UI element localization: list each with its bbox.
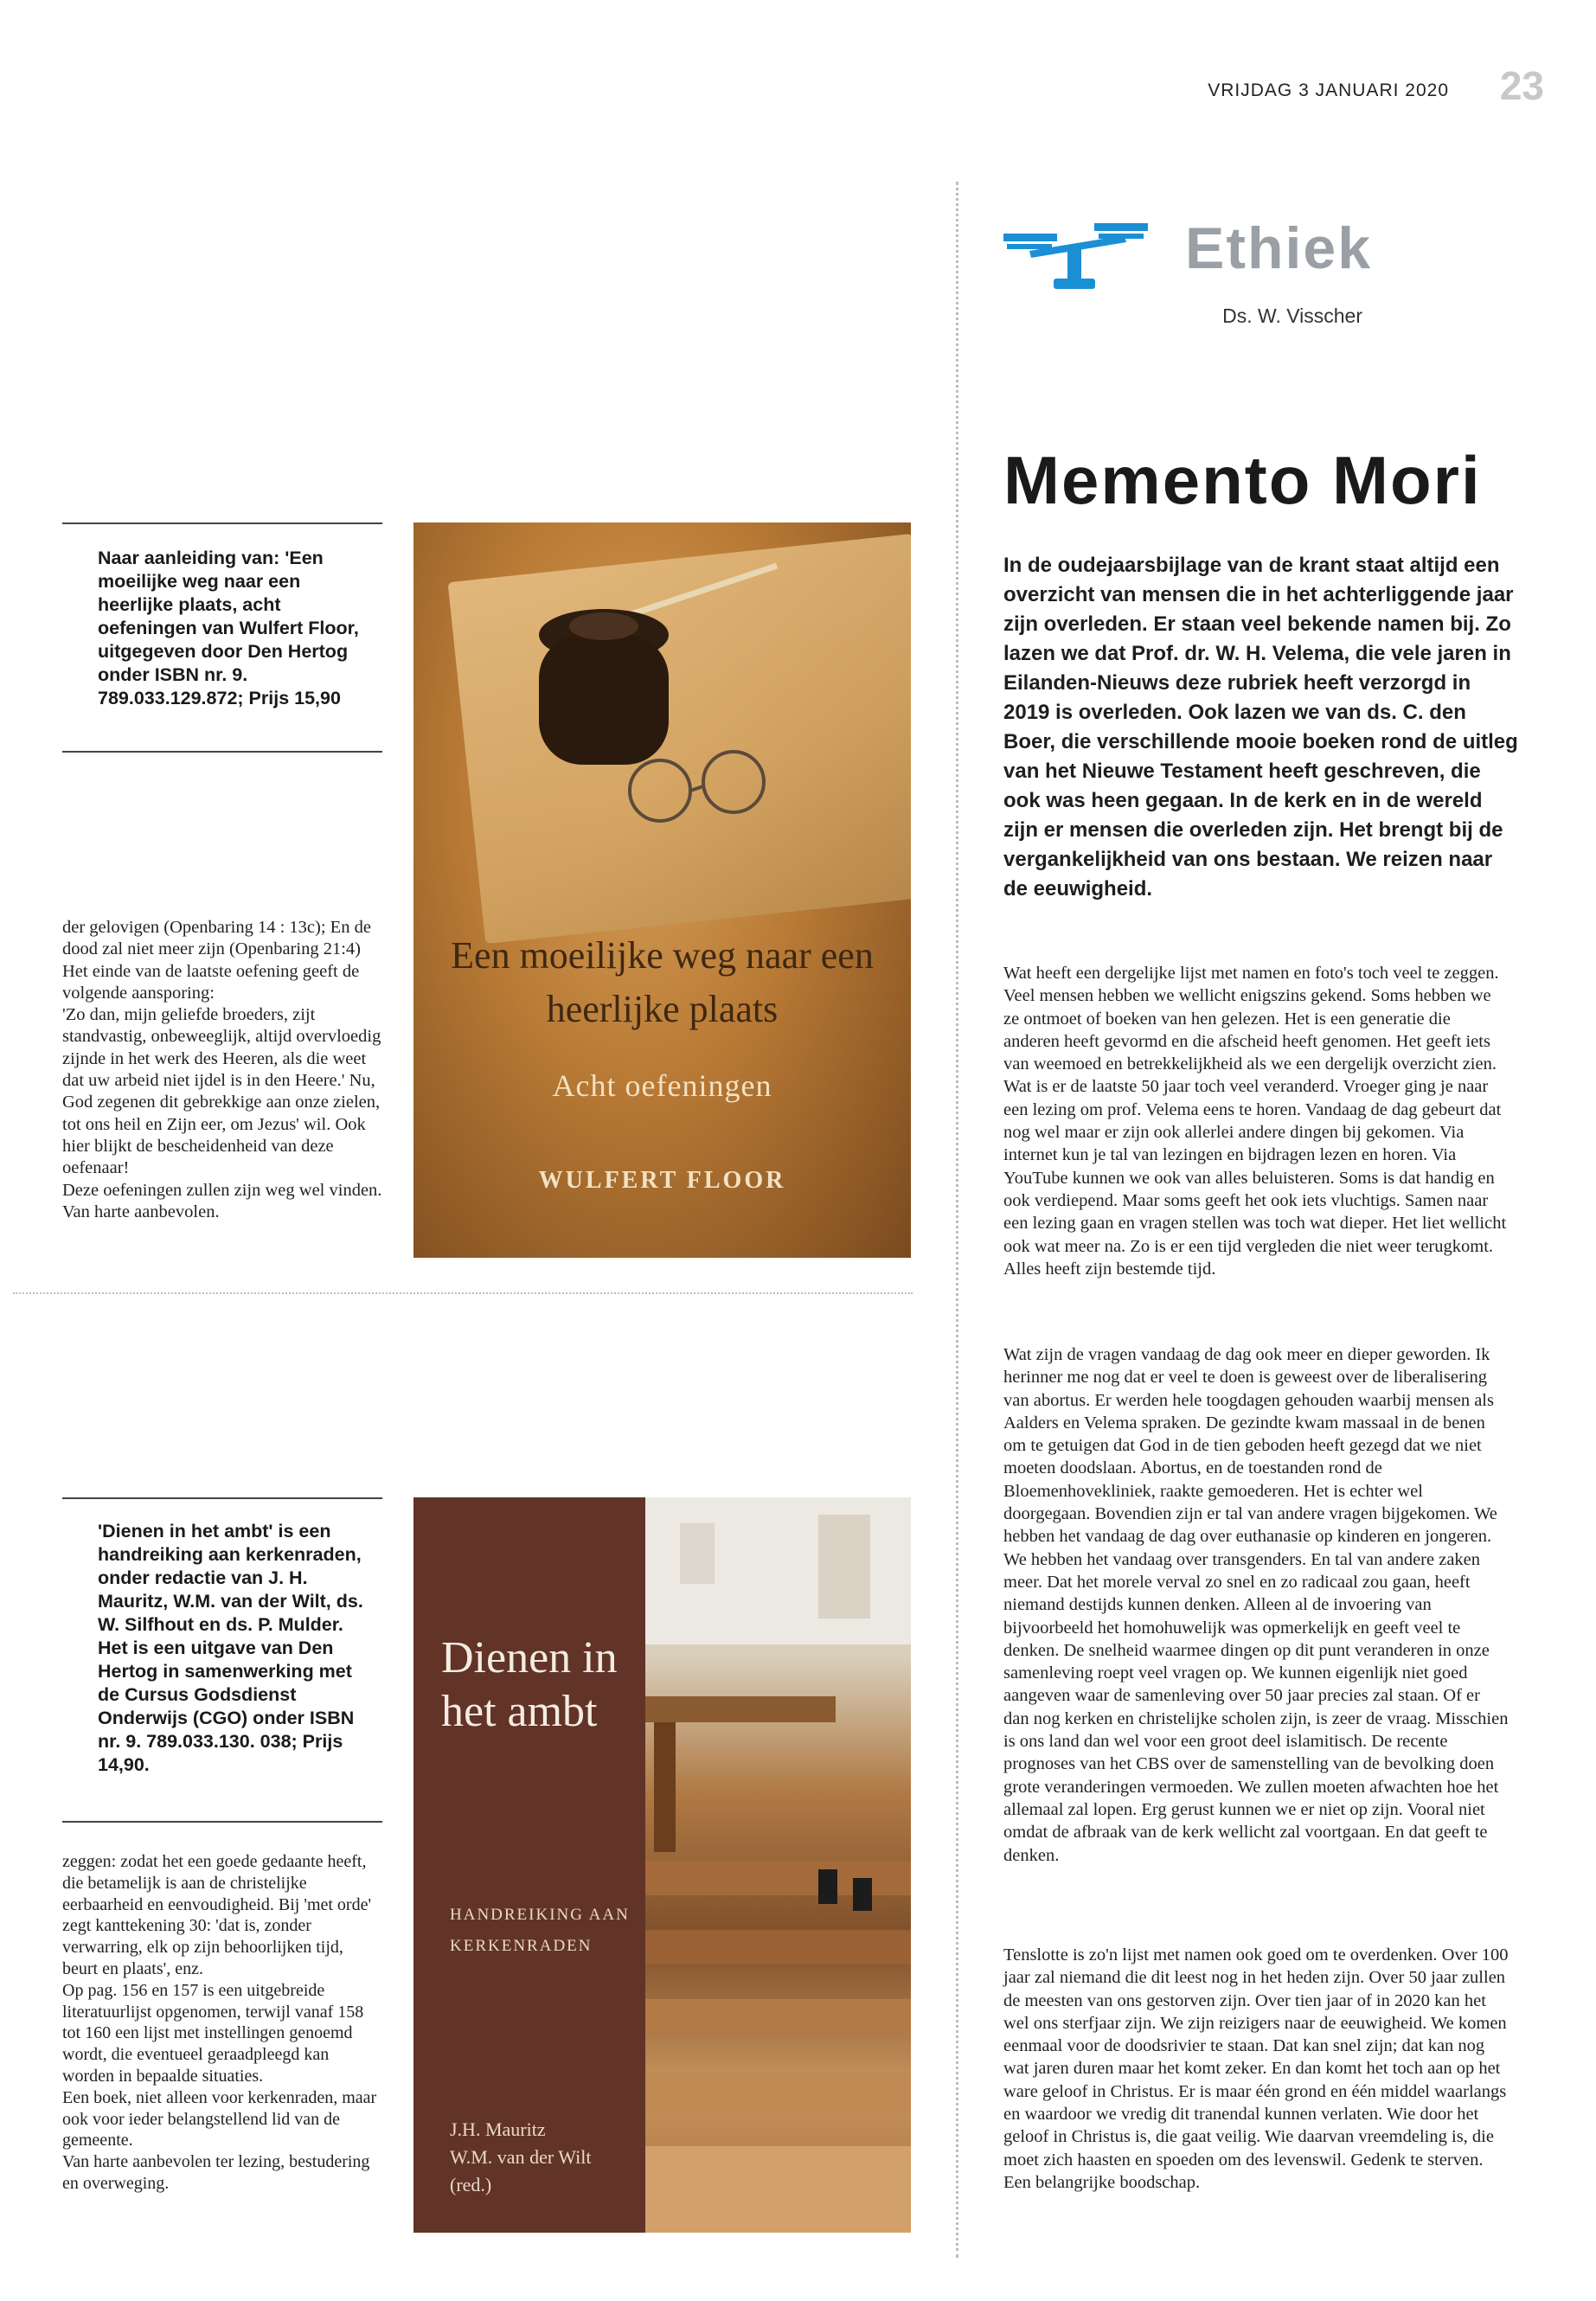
inkwell-icon [500,531,785,843]
caption-rule [62,751,382,753]
cover-authors: J.H. Mauritz W.M. van der Wilt (red.) [450,2118,592,2195]
article-paragraph: Wat heeft een dergelijke lijst met namen en foto's toch veel te zeggen. Veel mensen hebben we wellicht enigszins gekend. Soms hebben we ze ontmoet of boeken van hen gelezen. Het is een generatie die anderen heeft gevormd en die afscheid heeft genomen. Het geeft iets van weemoed en betrekkelijkheid als we een dergelijk overzicht zien. Wat is er de laatste 50 jaar toch veel veranderd. Vroeger ging je naar een lezing om prof. Velema eens te horen. Vandaag de dag gebeurt dat nog wel maar er zijn ook allerlei andere dingen bij gekomen. Via internet kun je tal van lezingen en bijdragen lezen en horen. Via YouTube kunnen we ook van alles beluisteren. Soms is dat handig en ook verdiepend. Maar soms geeft het ook iets vluchtigs. Samen naar een lezing gaan en vragen stellen was toch wat dieper. Het liet wellicht ook wat meer na. Zo is er een tijd vergleden die niet weer terugkomt. Alles heeft zijn bestemde tijd. [1003,964,1507,1279]
review-text: zeggen: zodat het een goede gedaante heeft, die betamelijk is aan de christelijke eerbaarheid en eenvoudigheid. Bij 'met orde' zegt kanttekening 30: 'dat is, zonder verwarring, elk op zijn behoorlijken tijd, beurt en plaats', enz. Op pag. 156 en 157 is een uitgebreide literatuurlijst opgenomen, terwijl vanaf 158 tot 160 een lijst met instellingen genoemd wordt, die eventueel geraadpleegd kan worden in bepaalde situaties. Een boek, niet alleen voor kerkenraden, maar ook voor ieder belangstellend lid van de gemeente. Van harte aanbevolen ter lezing, bestudering en overweging. [62,1852,377,2193]
review-text: der gelovigen (Openbaring 14 : 13c); En de dood zal niet meer zijn (Openbaring 21:4) Het einde van de laatste oefening geeft de volgende aansporing: 'Zo dan, mijn geliefde broeders, zijt standvastig, onbeweeglijk, altijd overvloedig zijnde in het werk des Heeren, als die weet dat uw arbeid niet ijdel is in den Heere.' Nu, God zegenen dit gebrekkige aan onze zielen, tot ons heil en Zijn eer, om Jezus' wil. Ook hier blijkt de bescheidenheid van deze oefenaar! Deze oefeningen zullen zijn weg wel vinden. Van harte aanbevolen. [62,918,382,1221]
article-title: Memento Mori [1003,442,1482,518]
book-cover-image [413,1497,911,2233]
pews-illustration [645,1497,911,2233]
caption-rule [62,522,382,524]
church-interior-photo [645,1497,911,2233]
scales-icon [1003,216,1151,294]
book-caption: Naar aanleiding van: 'Een moeilijke weg naar een heerlijke plaats, acht oefeningen van Wulfert Floor, uitgegeven door Den Hertog onder ISBN nr. 9. 789.033.129.872; Prijs 15,90 [98,548,359,708]
cover-title: Dienen in het ambt [441,1633,618,1736]
article-lead: In de oudejaarsbijlage van de krant staat altijd een overzicht van mensen die in het achterliggende jaar zijn overleden. Er staan veel bekende namen bij. Zo lazen we dat Prof. dr. W. H. Velema, die vele jaren in Eilanden-Nieuws deze rubriek heeft verzorgd in 2019 is overleden. Ook lazen we van ds. C. den Boer, die verschillende mooie boeken rond de uitleg van het Nieuwe Testament heeft geschreven, die ook was heen gegaan. In de kerk en in de wereld zijn er mensen die overleden zijn. Het brengt bij de vergankelijkheid van ons bestaan. We reizen naar de eeuwigheid. [1003,554,1518,901]
book-caption: 'Dienen in het ambt' is een handreiking aan kerkenraden, onder redactie van J. H. Mauritz, W.M. van der Wilt, ds. W. Silfhout en ds. P. Mulder. Het is een uitgave van Den Hertog in samenwerking met de Cursus Godsdienst Onderwijs (CGO) onder ISBN nr. 9. 789.033.130. 038; Prijs 14,90. [98,1521,363,1775]
page-number: 23 [1499,63,1544,108]
byline: Ds. W. Visscher [1222,304,1362,327]
cover-title: Een moeilijke weg naar een heerlijke plaats [451,934,874,1030]
article-paragraph: Tenslotte is zo'n lijst met namen ook goed om te overdenken. Over 100 jaar zal niemand die dit leest nog in het heden zijn. Over 50 jaar zullen de meesten van ons gestorven zijn. Over tien jaar of in 2020 kan het wel ons sterfjaar zijn. We zijn reizigers naar de eeuwigheid. We komen eenmaal voor de doodsrivier te staan. Dat kan snel zijn; dat kan nog wat jaren duren maar het komt zeker. En dan komt het toch aan op het ware geloof in Christus. Er is maar één grond en één middel waarlangs en waardoor we vredig dit tranendal kunnen verlaten. Wie door het geloof in Christus is, die gaat veilig. Wie daarvan vreemdeling is, die moet zich haasten en spoeden om des levenswil. Gedenk te sterven. Een belangrijke boodschap. [1003,1945,1509,2192]
cover-subtitle: HANDREIKING AAN KERKENRADEN [450,1906,630,1955]
article-paragraph: Wat zijn de vragen vandaag de dag ook meer en dieper geworden. Ik herinner me nog dat er veel te doen is geweest over de liberalisering van abortus. Er werden hele toogdagen gehouden waarbij mensen als Aalders en Velema spraken. De gezindte kwam massaal in de benen om te getuigen dat God in de tien geboden heeft gezegd dat we niet moeten doodslaan. Abortus, en de toestanden rond de Bloemenhovekliniek, raakte gemoederen. Het is echter wel doorgegaan. Bovendien zijn er tal van andere vragen bijgekomen. We hebben het vandaag de dag over euthanasie op kinderen en jongeren. We hebben het vandaag over transgenders. En tal van andere zaken meer. Dat het morele verval zo snel en zo radicaal zou gaan, heeft niemand destijds kunnen denken. Alleen al de invoering van bijvoorbeeld het homohuwelijk was opmerkelijk en geeft veel te denken. De snelheid waarmee dingen op dit punt veranderen in onze samenleving roept veel vragen op. We kunnen eigenlijk niet goed aangeven waar de samenleving over 50 jaar precies zal staan. Of er dan nog kerken en christelijke scholen zijn, is zeer de vraag. Misschien is ons land dan wel voor een groot deel islamitisch. De recente prognoses van het CBS over de samenstelling van de bevolking doen grote veranderingen vermoeden. We zullen moeten afwachten hoe het allemaal zal lopen. Erg gerust kunnen we er niet op zijn. Vooral niet omdat de afbraak van de kerk wellicht zal voortgaan. En dat geeft te denken. [1003,1345,1509,1865]
book-cover-image [413,522,911,1258]
caption-rule [62,1821,382,1823]
cover-author: WULFERT FLOOR [538,1167,786,1194]
column-divider [956,182,958,2258]
issue-date: VRIJDAG 3 JANUARI 2020 [1208,80,1449,100]
cover-subtitle: Acht oefeningen [552,1068,772,1103]
section-title: Ethiek [1185,215,1373,281]
caption-rule [62,1497,382,1499]
section-divider [13,1292,913,1294]
